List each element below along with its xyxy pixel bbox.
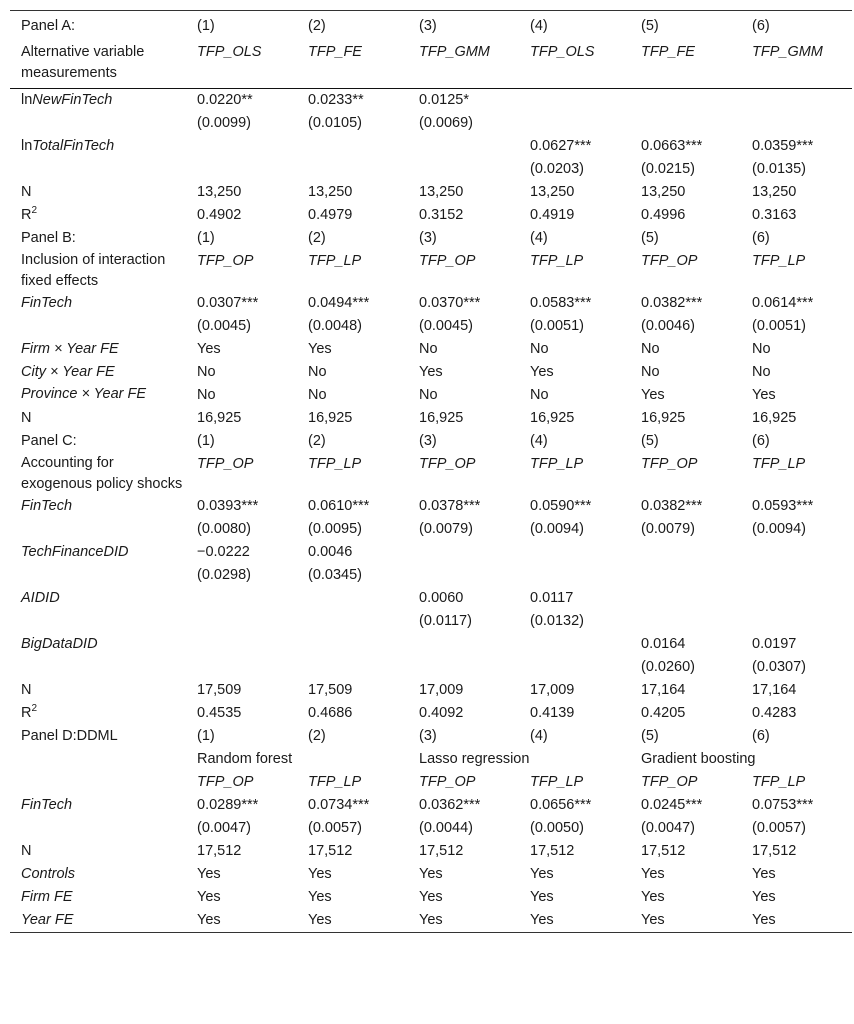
- panel-c-title: Panel C:: [21, 433, 77, 449]
- method-label: Gradient boosting: [641, 751, 756, 767]
- value-cell: 17,009: [419, 682, 464, 698]
- value-cell: Yes: [419, 889, 443, 905]
- value-cell: 16,925: [641, 410, 686, 426]
- coef-cell: [408, 541, 519, 587]
- coef-cell: [297, 587, 408, 633]
- value-cell: Yes: [519, 909, 630, 933]
- panel-a-subheader-row: [10, 42, 852, 89]
- dependent-variable: TFP_GMM: [741, 42, 852, 89]
- dependent-variable: TFP_OLS: [519, 42, 630, 89]
- value-cell: No: [419, 341, 438, 357]
- coef-cell: 0.0393*** (0.0080): [197, 498, 259, 537]
- column-number: (5): [630, 11, 741, 43]
- value-cell: Yes: [419, 866, 443, 882]
- coef-cell: 0.0593*** (0.0094): [752, 498, 814, 537]
- value-cell: 17,164: [752, 682, 797, 698]
- column-number: (5): [641, 230, 659, 246]
- coef-cell: 0.0289*** (0.0047): [197, 797, 259, 836]
- value-cell: Yes: [308, 866, 332, 882]
- value-cell: 0.3163: [752, 207, 797, 223]
- coef-cell: 0.0362*** (0.0044): [419, 797, 481, 836]
- column-number: (6): [741, 11, 852, 43]
- dependent-variable: TFP_OLS: [186, 42, 297, 89]
- coef-cell: [741, 89, 852, 136]
- coef-cell: 0.0233** (0.0105): [308, 92, 364, 131]
- value-cell: 0.4535: [197, 705, 242, 721]
- value-cell: 17,512: [641, 843, 686, 859]
- value-cell: Yes: [752, 889, 776, 905]
- value-cell: Yes: [197, 341, 221, 357]
- column-number: (5): [641, 728, 659, 744]
- lntotalfintech-row: [10, 135, 852, 181]
- dependent-variable: TFP_LP: [530, 456, 584, 472]
- value-cell: 0.4283: [752, 705, 797, 721]
- value-cell: Yes: [530, 364, 554, 380]
- row-label: Firm FE: [21, 889, 73, 905]
- coef-cell: [408, 633, 519, 679]
- value-cell: 0.4979: [308, 207, 353, 223]
- value-cell: 17,009: [530, 682, 575, 698]
- controls-row: [10, 863, 852, 886]
- column-number: (1): [197, 433, 215, 449]
- column-number: (1): [186, 11, 297, 43]
- coef-cell: 0.0245*** (0.0047): [641, 797, 703, 836]
- value-cell: 13,250: [308, 184, 353, 200]
- value-cell: 0.4996: [641, 207, 686, 223]
- value-cell: Yes: [419, 364, 443, 380]
- dependent-variable: TFP_LP: [530, 253, 584, 269]
- value-cell: Yes: [741, 909, 852, 933]
- value-cell: 17,512: [419, 843, 464, 859]
- value-cell: 17,509: [197, 682, 242, 698]
- coef-cell: 0.0753*** (0.0057): [752, 797, 814, 836]
- lnnewfintech-row: [10, 89, 852, 136]
- column-number: (3): [419, 433, 437, 449]
- value-cell: Yes: [641, 387, 665, 403]
- n-row: [10, 840, 852, 863]
- dependent-variable: TFP_LP: [308, 456, 362, 472]
- coef-cell: 0.0378*** (0.0079): [419, 498, 481, 537]
- panel-d-method-row: [10, 748, 852, 771]
- method-label: Random forest: [197, 751, 293, 767]
- dependent-variable: TFP_LP: [308, 774, 362, 790]
- value-cell: 0.4902: [197, 207, 242, 223]
- row-label: lnNewFinTech: [21, 92, 113, 108]
- dependent-variable: TFP_LP: [308, 253, 362, 269]
- row-label: Year FE: [10, 909, 186, 933]
- coef-cell: [630, 89, 741, 136]
- column-number: (4): [519, 11, 630, 43]
- dependent-variable: TFP_LP: [752, 456, 806, 472]
- r2-row: [10, 204, 852, 227]
- value-cell: No: [197, 364, 216, 380]
- value-cell: Yes: [641, 866, 665, 882]
- row-label: AIDID: [21, 590, 60, 606]
- coef-cell: 0.0307*** (0.0045): [197, 295, 259, 334]
- dependent-variable: TFP_OP: [641, 774, 698, 790]
- dependent-variable: TFP_OP: [197, 774, 254, 790]
- panel-c-subheader-row: [10, 453, 852, 495]
- value-cell: Yes: [197, 889, 221, 905]
- column-number: (6): [752, 728, 770, 744]
- value-cell: 0.4686: [308, 705, 353, 721]
- value-cell: Yes: [408, 909, 519, 933]
- value-cell: Yes: [186, 909, 297, 933]
- coef-cell: [519, 541, 630, 587]
- dependent-variable: TFP_GMM: [408, 42, 519, 89]
- value-cell: No: [308, 387, 327, 403]
- dependent-variable: TFP_OP: [197, 253, 254, 269]
- row-label: $R^2$: [21, 703, 38, 721]
- row-label: N: [21, 682, 32, 698]
- row-label: FinTech: [21, 498, 73, 514]
- coef-cell: [519, 633, 630, 679]
- row-label: Province × Year FE: [21, 386, 147, 402]
- value-cell: No: [197, 387, 216, 403]
- value-cell: Yes: [308, 889, 332, 905]
- aidid-row: [10, 587, 852, 633]
- value-cell: Yes: [297, 909, 408, 933]
- value-cell: 0.4092: [419, 705, 464, 721]
- coef-cell: 0.0627*** (0.0203): [530, 138, 592, 177]
- panel-b-title: Panel B:: [21, 230, 76, 246]
- value-cell: Yes: [530, 889, 554, 905]
- column-number: (3): [419, 728, 437, 744]
- dependent-variable: TFP_FE: [297, 42, 408, 89]
- value-cell: No: [641, 341, 660, 357]
- value-cell: Yes: [308, 341, 332, 357]
- value-cell: Yes: [752, 866, 776, 882]
- coef-cell: 0.0060 (0.0117): [419, 590, 472, 629]
- row-label: FinTech: [21, 295, 73, 311]
- row-label: lnTotalFinTech: [21, 138, 115, 154]
- dependent-variable: TFP_LP: [752, 253, 806, 269]
- coef-cell: [297, 135, 408, 181]
- coef-cell: 0.0590*** (0.0094): [530, 498, 592, 537]
- column-number: (4): [530, 433, 548, 449]
- value-cell: 16,925: [197, 410, 242, 426]
- column-number: (5): [641, 433, 659, 449]
- value-cell: Yes: [197, 866, 221, 882]
- panel-d-header-row: [10, 725, 852, 748]
- column-number: (2): [308, 230, 326, 246]
- coef-cell: [630, 541, 741, 587]
- province-year-fe-row: [10, 384, 852, 407]
- value-cell: 13,250: [641, 184, 686, 200]
- fintech-row: [10, 292, 852, 338]
- dependent-variable: TFP_FE: [630, 42, 741, 89]
- coef-cell: [186, 633, 297, 679]
- row-label: BigDataDID: [21, 636, 98, 652]
- coef-cell: 0.0125* (0.0069): [419, 92, 474, 131]
- coef-cell: [741, 541, 852, 587]
- panel-c-description: Accounting for exogenous policy shocks: [21, 455, 183, 492]
- n-row: [10, 407, 852, 430]
- coef-cell: −0.0222 (0.0298): [197, 544, 252, 583]
- value-cell: Yes: [630, 909, 741, 933]
- method-label: Lasso regression: [419, 751, 530, 767]
- fintech-row: [10, 495, 852, 541]
- value-cell: No: [530, 341, 549, 357]
- value-cell: No: [530, 387, 549, 403]
- value-cell: No: [419, 387, 438, 403]
- row-label: City × Year FE: [21, 364, 115, 380]
- coef-cell: 0.0614*** (0.0051): [752, 295, 814, 334]
- coef-cell: [186, 587, 297, 633]
- column-number: (1): [197, 728, 215, 744]
- firm-year-fe-row: [10, 338, 852, 361]
- panel-b-subheader-row: [10, 250, 852, 292]
- coef-cell: [519, 89, 630, 136]
- row-label: N: [21, 843, 32, 859]
- value-cell: 17,509: [308, 682, 353, 698]
- regression-table: [10, 10, 852, 933]
- value-cell: 13,250: [419, 184, 464, 200]
- value-cell: No: [308, 364, 327, 380]
- value-cell: 13,250: [530, 184, 575, 200]
- dependent-variable: TFP_OP: [641, 456, 698, 472]
- value-cell: No: [752, 341, 771, 357]
- coef-cell: [741, 587, 852, 633]
- column-number: (4): [530, 728, 548, 744]
- row-label: [10, 748, 186, 771]
- column-number: (3): [419, 230, 437, 246]
- value-cell: No: [641, 364, 660, 380]
- row-label: Controls: [21, 866, 75, 882]
- value-cell: 0.4205: [641, 705, 686, 721]
- value-cell: 16,925: [308, 410, 353, 426]
- dependent-variable: TFP_OP: [419, 774, 476, 790]
- coef-cell: 0.0117 (0.0132): [530, 590, 585, 629]
- column-number: (3): [408, 11, 519, 43]
- column-number: (2): [308, 433, 326, 449]
- coef-cell: 0.0164 (0.0260): [641, 636, 696, 675]
- coef-cell: [186, 135, 297, 181]
- column-number: (2): [297, 11, 408, 43]
- coef-cell: 0.0046 (0.0345): [308, 544, 363, 583]
- coef-cell: 0.0663*** (0.0215): [641, 138, 703, 177]
- row-label: $R^2$: [21, 205, 38, 223]
- row-label: Firm × Year FE: [21, 341, 119, 357]
- column-number: (2): [308, 728, 326, 744]
- panel-a-title: Panel A:: [10, 11, 186, 43]
- r2-row: [10, 702, 852, 725]
- value-cell: 16,925: [530, 410, 575, 426]
- panel-c-header-row: [10, 430, 852, 453]
- n-row: [10, 679, 852, 702]
- coef-cell: 0.0359*** (0.0135): [752, 138, 814, 177]
- year-fe-row: [10, 909, 852, 933]
- dependent-variable: TFP_LP: [530, 774, 584, 790]
- value-cell: 0.3152: [419, 207, 464, 223]
- coef-cell: 0.0197 (0.0307): [752, 636, 807, 675]
- coef-cell: [408, 135, 519, 181]
- coef-cell: [630, 587, 741, 633]
- column-number: (4): [530, 230, 548, 246]
- column-number: (6): [752, 230, 770, 246]
- coef-cell: 0.0734*** (0.0057): [308, 797, 370, 836]
- coef-cell: 0.0370*** (0.0045): [419, 295, 481, 334]
- dependent-variable: TFP_OP: [197, 456, 254, 472]
- row-label: N: [21, 184, 32, 200]
- value-cell: 0.4919: [530, 207, 575, 223]
- value-cell: 16,925: [752, 410, 797, 426]
- coef-cell: 0.0494*** (0.0048): [308, 295, 370, 334]
- bigdatadid-row: [10, 633, 852, 679]
- value-cell: 17,512: [530, 843, 575, 859]
- value-cell: 17,164: [641, 682, 686, 698]
- n-row: [10, 181, 852, 204]
- column-number: (6): [752, 433, 770, 449]
- city-year-fe-row: [10, 361, 852, 384]
- value-cell: 16,925: [419, 410, 464, 426]
- coef-cell: [297, 633, 408, 679]
- dependent-variable: TFP_OP: [641, 253, 698, 269]
- coef-cell: 0.0583*** (0.0051): [530, 295, 592, 334]
- value-cell: 0.4139: [530, 705, 575, 721]
- value-cell: 17,512: [752, 843, 797, 859]
- value-cell: 17,512: [197, 843, 242, 859]
- value-cell: Yes: [641, 889, 665, 905]
- coef-cell: 0.0610*** (0.0095): [308, 498, 370, 537]
- row-label: FinTech: [21, 797, 73, 813]
- row-label: N: [21, 410, 32, 426]
- row-label: [10, 771, 186, 794]
- panel-d-subheader-row: [10, 771, 852, 794]
- panel-a-description: Alternative variable measurements: [10, 42, 186, 89]
- dependent-variable: TFP_LP: [752, 774, 806, 790]
- dependent-variable: TFP_OP: [419, 456, 476, 472]
- panel-b-description: Inclusion of interaction fixed effects: [21, 252, 166, 289]
- value-cell: 13,250: [752, 184, 797, 200]
- value-cell: 13,250: [197, 184, 242, 200]
- value-cell: No: [752, 364, 771, 380]
- coef-cell: 0.0382*** (0.0046): [641, 295, 703, 334]
- coef-cell: 0.0382*** (0.0079): [641, 498, 703, 537]
- dependent-variable: TFP_OP: [419, 253, 476, 269]
- coef-cell: 0.0656*** (0.0050): [530, 797, 592, 836]
- value-cell: Yes: [752, 387, 776, 403]
- value-cell: 17,512: [308, 843, 353, 859]
- column-number: (1): [197, 230, 215, 246]
- panel-b-header-row: [10, 227, 852, 250]
- panel-d-title: Panel D:DDML: [21, 728, 118, 744]
- panel-a-header-row: [10, 11, 852, 43]
- fintech-row: [10, 794, 852, 840]
- row-label: TechFinanceDID: [21, 544, 129, 560]
- techfinancedid-row: [10, 541, 852, 587]
- value-cell: Yes: [530, 866, 554, 882]
- coef-cell: 0.0220** (0.0099): [197, 92, 253, 131]
- firm-fe-row: [10, 886, 852, 909]
